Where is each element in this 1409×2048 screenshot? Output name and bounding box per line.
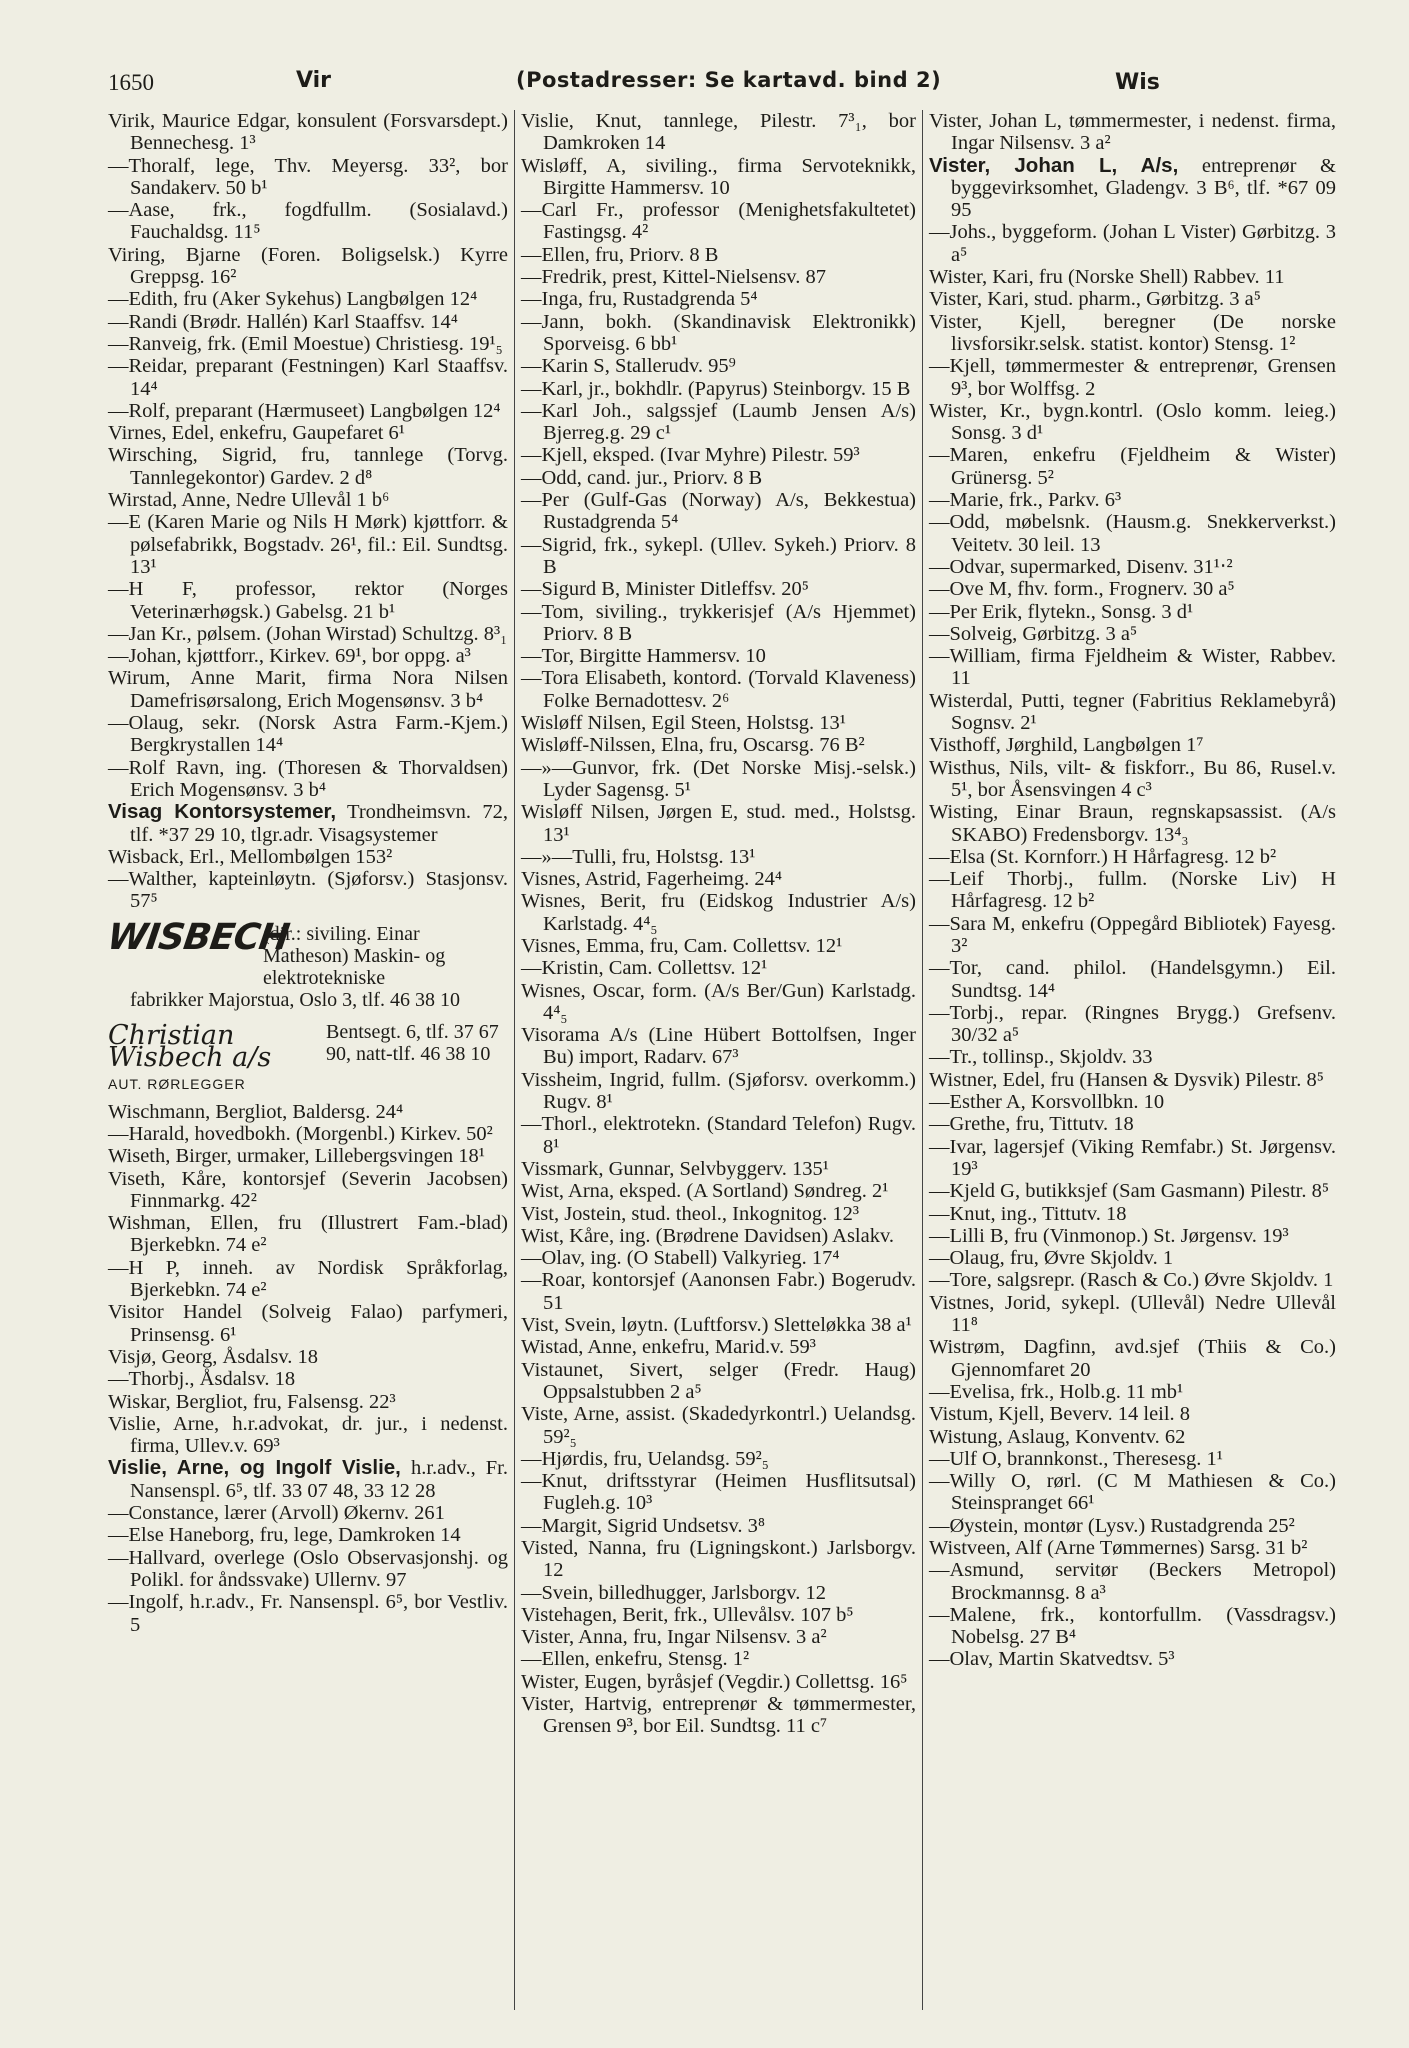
- list-item: —Knut, driftsstyrar (Heimen Husflitsutsal) Fugleh.g. 10³: [521, 1470, 916, 1515]
- column-1-entries-d: [108, 1502, 508, 1636]
- list-item: —Olav, ing. (O Stabell) Valkyrieg. 17⁴: [521, 1247, 840, 1270]
- list-item: —»—Tulli, fru, Holstsg. 13¹: [521, 845, 756, 868]
- list-item: —Hjørdis, fru, Uelandsg. 59²₅: [521, 1447, 769, 1470]
- list-item: —Rolf, preparant (Hærmuseet) Langbølgen 12⁴: [108, 399, 501, 422]
- list-item: —Leif Thorbj., fullm. (Norske Liv) H Hårfagresg. 12 b²: [929, 868, 1336, 913]
- list-item: —Rolf Ravn, ing. (Thoresen & Thorvaldsen) Erich Mogensønsv. 3 b⁴: [108, 756, 508, 801]
- list-item: Virik, Maurice Edgar, konsulent (Forsvarsdept.) Bennechesg. 1³: [108, 110, 508, 155]
- list-item: Visjø, Georg, Åsdalsv. 18: [108, 1345, 319, 1368]
- column-3: [922, 110, 1342, 2010]
- column-1-entries-a: [108, 110, 508, 801]
- list-item-bold: [929, 155, 1336, 222]
- list-item: Viseth, Kåre, kontorsjef (Severin Jacobsen) Finnmarkg. 42²: [108, 1167, 508, 1212]
- list-item: Viring, Bjarne (Foren. Boligselsk.) Kyrre Greppsg. 16²: [108, 243, 508, 289]
- list-item: —H P, inneh. av Nordisk Språkforlag, Bjerkebkn. 74 e²: [108, 1256, 508, 1302]
- list-item: —Torbj., repar. (Ringnes Brygg.) Grefsenv. 30/32 a⁵: [929, 1001, 1336, 1047]
- list-item: —»—Gunvor, frk. (Det Norske Misj.-selsk.) Lyder Sagensg. 5¹: [521, 756, 916, 801]
- column-2: [514, 110, 922, 2010]
- list-item: Wist, Kåre, ing. (Brødrene Davidsen) Aslakv.: [521, 1224, 895, 1247]
- list-item: —Kjell, tømmermester & entreprenør, Grensen 9³, bor Wolffsg. 2: [929, 355, 1336, 400]
- list-item: Wisløff Nilsen, Egil Steen, Holstsg. 13¹: [521, 712, 846, 735]
- list-item: —Maren, enkefru (Fjeldheim & Wister) Grünersg. 5²: [929, 444, 1336, 489]
- list-item: —Per (Gulf-Gas (Norway) A/s, Bekkestua) Rustadgrenda 5⁴: [521, 489, 916, 534]
- list-item: Vister, Kari, stud. pharm., Gørbitzg. 3 a⁵: [929, 288, 1261, 311]
- list-item: —Reidar, preparant (Festningen) Karl Staaffsv. 14⁴: [108, 355, 508, 400]
- list-item: Wiskar, Bergliot, fru, Falsensg. 22³: [108, 1390, 396, 1413]
- list-item: —E (Karen Marie og Nils H Mørk) kjøttforr. & pølsefabrikk, Bogstadv. 26¹, fil.: Eil. Sundtsg. 13¹: [108, 511, 508, 578]
- list-item-bold: [108, 1457, 508, 1502]
- list-item: —William, firma Fjeldheim & Wister, Rabbev. 11: [929, 645, 1336, 690]
- column-3-entries-a: [929, 110, 1336, 155]
- list-item: —Carl Fr., professor (Menighetsfakultetet) Fastingsg. 4²: [521, 199, 916, 244]
- list-item: —Harald, hovedbokh. (Morgenbl.) Kirkev. 50²: [108, 1122, 493, 1145]
- christian-wisbech-logo: Christian Wisbech a/s: [108, 1019, 272, 1073]
- list-item: Vissmark, Gunnar, Selvbyggerv. 135¹: [521, 1157, 829, 1180]
- list-item: Visthoff, Jørghild, Langbølgen 1⁷: [929, 734, 1204, 757]
- list-item: Wist, Arna, eksped. (A Sortland) Søndreg. 2¹: [521, 1180, 889, 1203]
- list-item: —Ivar, lagersjef (Viking Remfabr.) St. Jørgensv. 19³: [929, 1135, 1336, 1180]
- advertisement-christian-wisbech: [108, 1021, 508, 1095]
- list-item: —Øystein, montør (Lysv.) Rustadgrenda 25²: [929, 1514, 1295, 1537]
- list-item: —Ulf O, brannkonst., Theresesg. 1¹: [929, 1447, 1223, 1470]
- company-name: Vislie, Arne, og Ingolf Vislie,: [108, 1456, 401, 1480]
- page-header: [108, 62, 1349, 110]
- list-item: —Thorl., elektrotekn. (Standard Telefon) Rugv. 8¹: [521, 1113, 916, 1158]
- column-1: [104, 110, 514, 2010]
- company-details: entreprenør & byggevirksomhet, Gladengv. 3 B⁶, tlf. *67 09 95: [951, 154, 1336, 222]
- list-item: Vister, Anna, fru, Ingar Nilsensv. 3 a²: [521, 1626, 827, 1649]
- list-item: —Karl, jr., bokhdlr. (Papyrus) Steinborgv. 15 B: [521, 377, 911, 400]
- list-item: —Ellen, fru, Priorv. 8 B: [521, 243, 719, 266]
- list-item: Viste, Arne, assist. (Skadedyrkontrl.) Uelandsg. 59²₅: [521, 1403, 916, 1448]
- list-item: Wischmann, Bergliot, Baldersg. 24⁴: [108, 1100, 404, 1123]
- list-item: Wisløff Nilsen, Jørgen E, stud. med., Holstsg. 13¹: [521, 801, 916, 846]
- list-item: Virnes, Edel, enkefru, Gaupefaret 6¹: [108, 422, 405, 445]
- list-item: Vister, Johan L, tømmermester, i nedenst. firma, Ingar Nilsensv. 3 a²: [929, 110, 1336, 155]
- list-item: —Knut, ing., Tittutv. 18: [929, 1202, 1127, 1225]
- list-item: Vister, Hartvig, entreprenør & tømmermester, Grensen 9³, bor Eil. Sundtsg. 11 c⁷: [521, 1693, 916, 1738]
- list-item: —Kjell, eksped. (Ivar Myhre) Pilestr. 59³: [521, 444, 860, 467]
- list-item: —Roar, kontorsjef (Aanonsen Fabr.) Bogerudv. 51: [521, 1269, 916, 1314]
- ad-text-below: fabrikker Majorstua, Oslo 3, tlf. 46 38 10: [130, 988, 460, 1011]
- list-item: —Malene, frk., kontorfullm. (Vassdragsv.) Nobelsg. 27 B⁴: [929, 1603, 1336, 1649]
- company-details: h.r.adv., Fr. Nansenspl. 6⁵, tlf. 33 07 48, 33 12 28: [130, 1457, 509, 1502]
- list-item: —Sara M, enkefru (Oppegård Bibliotek) Fayesg. 3²: [929, 912, 1336, 957]
- list-item: —H F, professor, rektor (Norges Veterinærhøgsk.) Gabelsg. 21 b¹: [108, 578, 508, 623]
- list-item: —Margit, Sigrid Undsetsv. 3⁸: [521, 1514, 766, 1537]
- list-item: —Elsa (St. Kornforr.) H Hårfagresg. 12 b²: [929, 845, 1277, 868]
- list-item: —Olaug, sekr. (Norsk Astra Farm.-Kjem.) Bergkrystallen 14⁴: [108, 712, 508, 757]
- list-item: —Tr., tollinsp., Skjoldv. 33: [929, 1046, 1153, 1069]
- list-item: Vistaunet, Sivert, selger (Fredr. Haug) Oppsalstubben 2 a⁵: [521, 1358, 916, 1403]
- list-item: —Olav, Martin Skatvedtsv. 5³: [929, 1648, 1175, 1671]
- list-item: Wistveen, Alf (Arne Tømmernes) Sarsg. 31 b²: [929, 1537, 1308, 1559]
- list-item: —Randi (Brødr. Hallén) Karl Staaffsv. 14⁴: [108, 310, 458, 333]
- list-item: —Odvar, supermarked, Disenv. 31¹‧²: [929, 555, 1233, 578]
- ad-address: Bentsegt. 6, tlf. 37 67 90, natt-tlf. 46 38 10: [326, 1020, 499, 1065]
- list-item: —Asmund, servitør (Beckers Metropol) Brockmannsg. 8 a³: [929, 1559, 1336, 1604]
- list-item: —Odd, cand. jur., Priorv. 8 B: [521, 466, 763, 489]
- list-item: —Sigurd B, Minister Ditleffsv. 20⁵: [521, 578, 809, 601]
- advertisement-wisbech: [104, 916, 508, 1011]
- company-name: Visag Kontorsystemer,: [108, 800, 337, 824]
- list-item: —Tor, Birgitte Hammersv. 10: [521, 645, 766, 668]
- list-item: Visnes, Emma, fru, Cam. Collettsv. 12¹: [521, 934, 843, 957]
- company-details: Trondheimsvn. 72, tlf. *37 29 10, tlgr.adr. Visagsystemer: [130, 801, 508, 846]
- list-item: —Walther, kapteinløytn. (Sjøforsv.) Stasjonsv. 57⁵: [108, 868, 508, 913]
- list-item: Wisløff-Nilssen, Elna, fru, Oscarsg. 76 B²: [521, 734, 865, 757]
- list-item: Wistner, Edel, fru (Hansen & Dysvik) Pilestr. 8⁵: [929, 1068, 1324, 1091]
- list-item: Wister, Kr., bygn.kontrl. (Oslo komm. leieg.) Sonsg. 3 d¹: [929, 399, 1336, 445]
- column-1-entries-b: [108, 846, 508, 913]
- list-item: Wirstad, Anne, Nedre Ullevål 1 b⁶: [108, 489, 390, 512]
- page-number: 1650: [108, 70, 154, 95]
- list-item: —Else Haneborg, fru, lege, Damkroken 14: [108, 1524, 461, 1547]
- list-item: —Willy O, rørl. (C M Mathiesen & Co.) Steinspranget 66¹: [929, 1470, 1336, 1515]
- list-item: —Karin S, Stallerudv. 95⁹: [521, 355, 736, 378]
- wisbech-logo: WISBECH: [104, 916, 292, 958]
- list-item: —Thoralf, lege, Thv. Meyersg. 33², bor Sandakerv. 50 b¹: [108, 154, 508, 199]
- list-item: —Ingolf, h.r.adv., Fr. Nansenspl. 6⁵, bor Vestliv. 5: [108, 1591, 508, 1636]
- list-item: Vissheim, Ingrid, fullm. (Sjøforsv. overkomm.) Rugv. 8¹: [521, 1068, 916, 1114]
- list-item: —Tor, cand. philol. (Handelsgymn.) Eil. Sundtsg. 14⁴: [929, 957, 1336, 1002]
- list-item: —Jan Kr., pølsem. (Johan Wirstad) Schultzg. 8³₁: [108, 622, 508, 645]
- list-item: Visnes, Astrid, Fagerheimg. 24⁴: [521, 868, 783, 891]
- list-item: —Tom, siviling., trykkerisjef (A/s Hjemmet) Priorv. 8 B: [521, 600, 916, 645]
- list-item: —Evelisa, frk., Holb.g. 11 mb¹: [929, 1380, 1184, 1403]
- list-item: Vistnes, Jorid, sykepl. (Ullevål) Nedre Ullevål 11⁸: [929, 1291, 1336, 1337]
- list-item: —Johs., byggeform. (Johan L Vister) Gørbitzg. 3 a⁵: [929, 221, 1336, 266]
- list-item: Wiseth, Birger, urmaker, Lillebergsvingen 18¹: [108, 1145, 485, 1168]
- list-item: Wisting, Einar Braun, regnskapsassist. (A/s SKABO) Fredensborgv. 13⁴₃: [929, 801, 1336, 846]
- list-item: —Per Erik, flytekn., Sonsg. 3 d¹: [929, 600, 1194, 623]
- list-item: —Thorbj., Åsdalsv. 18: [108, 1368, 296, 1391]
- list-item: Wisback, Erl., Mellombølgen 153²: [108, 845, 393, 868]
- right-guide-word: Wis: [1115, 70, 1160, 95]
- list-item: —Esther A, Korsvollbkn. 10: [929, 1091, 1165, 1114]
- list-item: —Marie, frk., Parkv. 6³: [929, 489, 1122, 512]
- list-item: —Tore, salgsrepr. (Rasch & Co.) Øvre Skjoldv. 1: [929, 1269, 1334, 1292]
- list-item: Vislie, Knut, tannlege, Pilestr. 7³₁, bor Damkroken 14: [521, 110, 916, 155]
- list-item: —Jann, bokh. (Skandinavisk Elektronikk) Sporveisg. 6 bb¹: [521, 310, 916, 355]
- list-item: —Kristin, Cam. Collettsv. 12¹: [521, 957, 768, 980]
- list-item: Wister, Kari, fru (Norske Shell) Rabbev. 11: [929, 266, 1285, 289]
- list-item: Wistad, Anne, enkefru, Marid.v. 59³: [521, 1336, 816, 1359]
- list-item: Wistung, Aslaug, Konventv. 62: [929, 1425, 1186, 1448]
- list-item: Wisløff, A, siviling., firma Servoteknikk, Birgitte Hammersv. 10: [521, 154, 916, 199]
- list-item: Visorama A/s (Line Hübert Bottolfsen, Inger Bu) import, Radarv. 67³: [521, 1024, 916, 1069]
- list-item: —Solveig, Gørbitzg. 3 a⁵: [929, 622, 1138, 645]
- list-item: —Ove M, fhv. form., Frognerv. 30 a⁵: [929, 578, 1235, 601]
- company-name: Vister, Johan L, A/s,: [929, 153, 1179, 177]
- list-item: —Kjeld G, butikksjef (Sam Gasmann) Pilestr. 8⁵: [929, 1180, 1330, 1203]
- list-item: —Ranveig, frk. (Emil Moestue) Christiesg. 19¹₅: [108, 332, 503, 355]
- list-item: Vist, Jostein, stud. theol., Inkognitog. 12³: [521, 1202, 860, 1225]
- list-item: Wisterdal, Putti, tegner (Fabritius Reklamebyrå) Sognsv. 2¹: [929, 689, 1336, 735]
- list-item: —Olaug, fru, Øvre Skjoldv. 1: [929, 1247, 1174, 1270]
- list-item: —Grethe, fru, Tittutv. 18: [929, 1113, 1134, 1136]
- list-item: Vist, Svein, løytn. (Luftforsv.) Sletteløkka 38 a¹: [521, 1314, 912, 1337]
- list-item: —Odd, møbelsnk. (Hausm.g. Snekkerverkst.) Veitetv. 30 leil. 13: [929, 511, 1336, 556]
- list-item: Wistrøm, Dagfinn, avd.sjef (Thiis & Co.) Gjennomfaret 20: [929, 1336, 1336, 1381]
- list-item: —Aase, frk., fogdfullm. (Sosialavd.) Fauchaldsg. 11⁵: [108, 199, 508, 244]
- list-item: —Lilli B, fru (Vinmonop.) St. Jørgensv. 19³: [929, 1224, 1289, 1247]
- list-item: Visitor Handel (Solveig Falao) parfymeri, Prinsensg. 6¹: [108, 1301, 508, 1346]
- ad-text: (dir.: siviling. Einar Matheson) Maskin- og elektrotekniske: [263, 922, 446, 989]
- list-item: Vister, Kjell, beregner (De norske livsforsikr.selsk. statist. kontor) Stensg. 1²: [929, 310, 1336, 355]
- list-item: —Karl Joh., salgssjef (Laumb Jensen A/s) Bjerreg.g. 29 c¹: [521, 399, 916, 445]
- list-item: Wishman, Ellen, fru (Illustrert Fam.-blad) Bjerkebkn. 74 e²: [108, 1212, 508, 1257]
- list-item: —Inga, fru, Rustadgrenda 5⁴: [521, 288, 758, 311]
- list-item: Vislie, Arne, h.r.advokat, dr. jur., i nedenst. firma, Ullev.v. 69³: [108, 1412, 508, 1458]
- list-item: —Hallvard, overlege (Oslo Observasjonshj. og Polikl. for åndssvake) Ullernv. 97: [108, 1546, 508, 1591]
- list-item: Wisnes, Berit, fru (Eidskog Industrier A/s) Karlstadg. 4⁴₅: [521, 890, 916, 935]
- list-item: Wisnes, Oscar, form. (A/s Ber/Gun) Karlstadg. 4⁴₅: [521, 979, 916, 1024]
- columns: [104, 110, 1359, 2010]
- list-item: —Tora Elisabeth, kontord. (Torvald Klaveness) Folke Bernadottesv. 2⁶: [521, 667, 916, 712]
- list-item: —Edith, fru (Aker Sykehus) Langbølgen 12⁴: [108, 288, 478, 311]
- list-item: Vistehagen, Berit, frk., Ullevålsv. 107 b⁵: [521, 1603, 854, 1626]
- list-item: —Ellen, enkefru, Stensg. 1²: [521, 1648, 750, 1671]
- list-item: Vistum, Kjell, Beverv. 14 leil. 8: [929, 1403, 1191, 1426]
- column-3-entries-b: [929, 221, 1336, 1670]
- list-item: —Sigrid, frk., sykepl. (Ullev. Sykeh.) Priorv. 8 B: [521, 533, 916, 578]
- list-item: —Svein, billedhugger, Jarlsborgv. 12: [521, 1581, 826, 1604]
- left-guide-word: Vir: [296, 68, 332, 93]
- list-item: —Fredrik, prest, Kittel-Nielsensv. 87: [521, 266, 826, 289]
- column-1-entries-c: [108, 1101, 508, 1458]
- ad-subtitle: AUT. RØRLEGGER: [108, 1075, 246, 1092]
- list-item-bold: [108, 801, 508, 846]
- list-item: —Constance, lærer (Arvoll) Økernv. 261: [108, 1502, 445, 1525]
- list-item: Wister, Eugen, byråsjef (Vegdir.) Collettsg. 16⁵: [521, 1670, 908, 1693]
- list-item: Wirsching, Sigrid, fru, tannlege (Torvg. Tannlegekontor) Gardev. 2 d⁸: [108, 444, 508, 489]
- list-item: Visted, Nanna, fru (Ligningskont.) Jarlsborgv. 12: [521, 1537, 916, 1582]
- list-item: —Johan, kjøttforr., Kirkev. 69¹, bor oppg. a³: [108, 645, 471, 668]
- column-2-entries: [521, 110, 916, 1738]
- list-item: Wisthus, Nils, vilt- & fiskforr., Bu 86, Rusel.v. 5¹, bor Åsensvingen 4 c³: [929, 756, 1336, 801]
- header-note: (Postadresser: Se kartavd. bind 2): [516, 68, 942, 92]
- list-item: Wirum, Anne Marit, firma Nora Nilsen Damefrisørsalong, Erich Mogensønsv. 3 b⁴: [108, 667, 508, 712]
